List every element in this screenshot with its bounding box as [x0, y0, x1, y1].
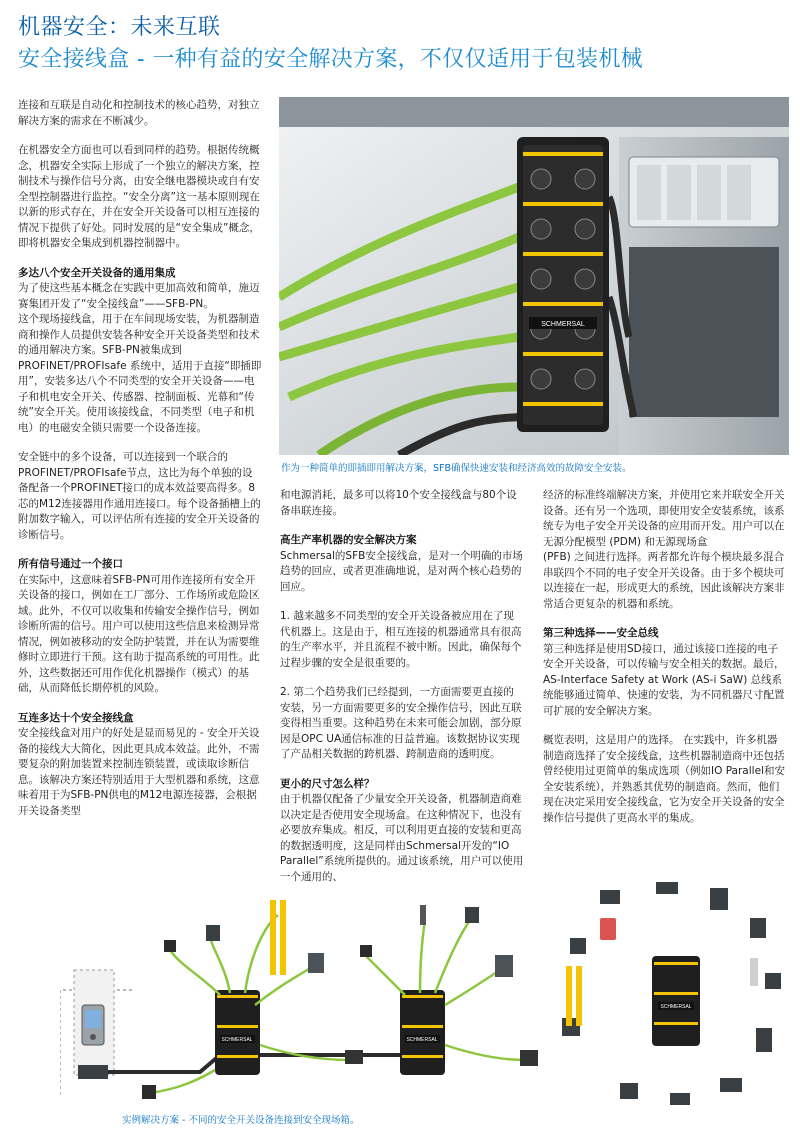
section-heading: 高生产率机器的安全解决方案 — [280, 534, 417, 546]
safety-field-box-photo — [279, 97, 789, 455]
section-heading: 多达八个安全开关设备的通用集成 — [18, 266, 176, 279]
paragraph: 在机器安全方面也可以看到同样的趋势。根据传统概念，机器安全实际上形成了一个独立的解决方案，控制技术与操作信号分离，由安全继电器模块或自有安全型控制器进行监控。“安全分离”这一基本原则现在以新的形式存在，并在安全开关设备可以相互连接的情况下提供了好处。同时发展的是“安全集成”概念，即将机器安全集成到机器控制器中。 — [18, 144, 260, 249]
page-subtitle: 安全接线盒 - 一种有益的安全解决方案，不仅仅适用于包装机械 — [18, 47, 643, 72]
paragraph: 由于机器仅配备了少量安全开关设备，机器制造商难以决定是否使用安全现场盒。在这种情况下，也没有必要放弃集成。相反，可以利用更直接的安装和更高的数据透明度，这是同样由Schmersal开发的“IO Parallel”系统所提供的。通过该系统，用户可以使用一个通用的、 — [280, 793, 524, 883]
product-photo — [279, 97, 789, 455]
device-brand-label: SCHMERSAL — [406, 1037, 438, 1043]
wiring-diagram-svg — [60, 895, 550, 1105]
device-ring-svg — [560, 878, 790, 1113]
paragraph: Schmersal的SFB安全接线盒，是对一个明确的市场趋势的回应，或者更准确地说，是对两个核心趋势的回应。 — [280, 549, 523, 593]
section-heading: 第三种选择——安全总线 — [543, 627, 659, 639]
paragraph: (PFB) 之间进行选择。两者都允许每个模块最多混合串联四个不同的电子安全开关设备。由于多个模块可以连接在一起，形成更大的系统，因此该解决方案非常适合更复杂的机器和系统。 — [543, 551, 785, 610]
device-brand-label: SCHMERSAL — [221, 1037, 253, 1043]
photo-caption: 作为一种简单的即插即用解决方案，SFB确保快速安装和经济高效的故障安全安装。 — [281, 463, 632, 474]
paragraph: 1. 越来越多不同类型的安全开关设备被应用在了现代机器上。这是由于，相互连接的机器通常具有很高的生产率水平，并且流程不被中断。因此，确保每个过程步骤的安全是很重要的。 — [280, 610, 522, 669]
text-column-1 — [18, 98, 262, 819]
device-brand-label: SCHMERSAL — [660, 1004, 692, 1010]
text-column-2 — [280, 488, 524, 885]
paragraph: 这个现场接线盒，用于在车间现场安装，为机器制造商和操作人员提供安装各种安全开关设备类型和技术的通用解决方案。SFB-PN被集成到PROFINET/PROFIsafe 系统中，适用于直接“即插即用”，安装多达八个不同类型的安全开关设备——电子和机电安全开关、传感器、控制面板、光幕和“传统”安全开关。使用该接线盒，不同类型（电子和机电）的电磁安全锁只需要一个设备连接。 — [18, 313, 262, 434]
text-column-3 — [543, 488, 785, 826]
page-title: 机器安全：未来互联 — [18, 15, 221, 40]
paragraph: 2. 第二个趋势我们已经提到，一方面需要更直接的安装，另一方面需要更多的安全操作信号，因此互联变得相当重要。这种趋势在未来可能会加剧，部分原因是OPC UA通信标准的日益普遍。该数据协议实现了产品相关数据的跨机器、跨制造商的透明度。 — [280, 686, 522, 760]
paragraph: 安全接线盒对用户的好处是显而易见的 - 安全开关设备的接线大大简化，因此更具成本效益。此外，不需要复杂的附加装置来控制连锁装置，或读取诊断信息。该解决方案还特别适用于大型机器和系统，这意味着用于为SFB-PN供电的M12电源连接器，会根据开关设备类型 — [18, 727, 260, 817]
section-heading: 更小的尺寸怎么样？ — [280, 777, 375, 790]
section-heading: 互连多达十个安全接线盒 — [18, 711, 134, 724]
wiring-diagram — [60, 895, 550, 1105]
paragraph: 概览表明，这是用户的选择。 在实践中，许多机器制造商选择了安全接线盒，这些机器制造商中还包括曾经使用过更简单的集成选项（例如IO Parallel和安全安装系统），并熟悉其优势的制造商。然而，他们现在决定采用安全接线盒，它为安全开关设备的安全操作信号提供了更高水平的集成。 — [543, 734, 785, 824]
paragraph: 经济的标准终端解决方案，并使用它来并联安全开关设备。还有另一个选项，即使用安全安装系统，该系统专为电子安全开关设备的应用而开发。用户可以在无源分配模型 (PDM) 和无源现场盒 — [543, 489, 785, 548]
paragraph: 为了使这些基本概念在实践中更加高效和简单，施迈赛集团开发了“安全接线盒”——SFB-PN。 — [18, 282, 260, 310]
paragraph: 在实际中，这意味着SFB-PN可用作连接所有安全开关设备的接口，例如在工厂部分、工作场所或危险区域。此外，不仅可以收集和传输安全操作信号，例如诊断所需的信号。用户可以使用这些信息来检测异常情况，例如被移动的安全防护装置，并在认为需要维修时立即进行干预。这有助于提高系统的可用性。此外，这些数据还可用作优化机器操作（模式）的基础，从而降低长期停机的风险。 — [18, 573, 260, 694]
device-ring-diagram — [560, 878, 790, 1113]
paragraph: 第三种选择是使用SD接口，通过该接口连接的电子安全开关设备，可以传输与安全相关的数据。最后，AS-Interface Safety at Work (AS-i SaW) 总线系统能够通过简单、快速的安装，为不同机器尺寸配置可扩展的安全解决方案。 — [543, 642, 785, 717]
paragraph: 和电源消耗，最多可以将10个安全接线盒与80个设备串联连接。 — [280, 489, 517, 517]
section-heading: 所有信号通过一个接口 — [18, 558, 123, 570]
paragraph: 连接和互联是自动化和控制技术的核心趋势，对独立解决方案的需求在不断减少。 — [18, 99, 260, 127]
device-brand-label: SCHMERSAL — [541, 321, 585, 328]
figure-caption: 实例解决方案 - 不同的安全开关设备连接到安全现场箱。 — [122, 1115, 360, 1126]
paragraph: 安全链中的多个设备，可以连接到一个联合的PROFINET/PROFIsafe节点，这比为每个单独的设备配备一个PROFINET接口的成本效益要高得多。8芯的M12连接器用作通用连接口。每个设备插槽上的附加数字输入，可以评估所有连接的安全开关设备的诊断信号。 — [18, 451, 261, 541]
